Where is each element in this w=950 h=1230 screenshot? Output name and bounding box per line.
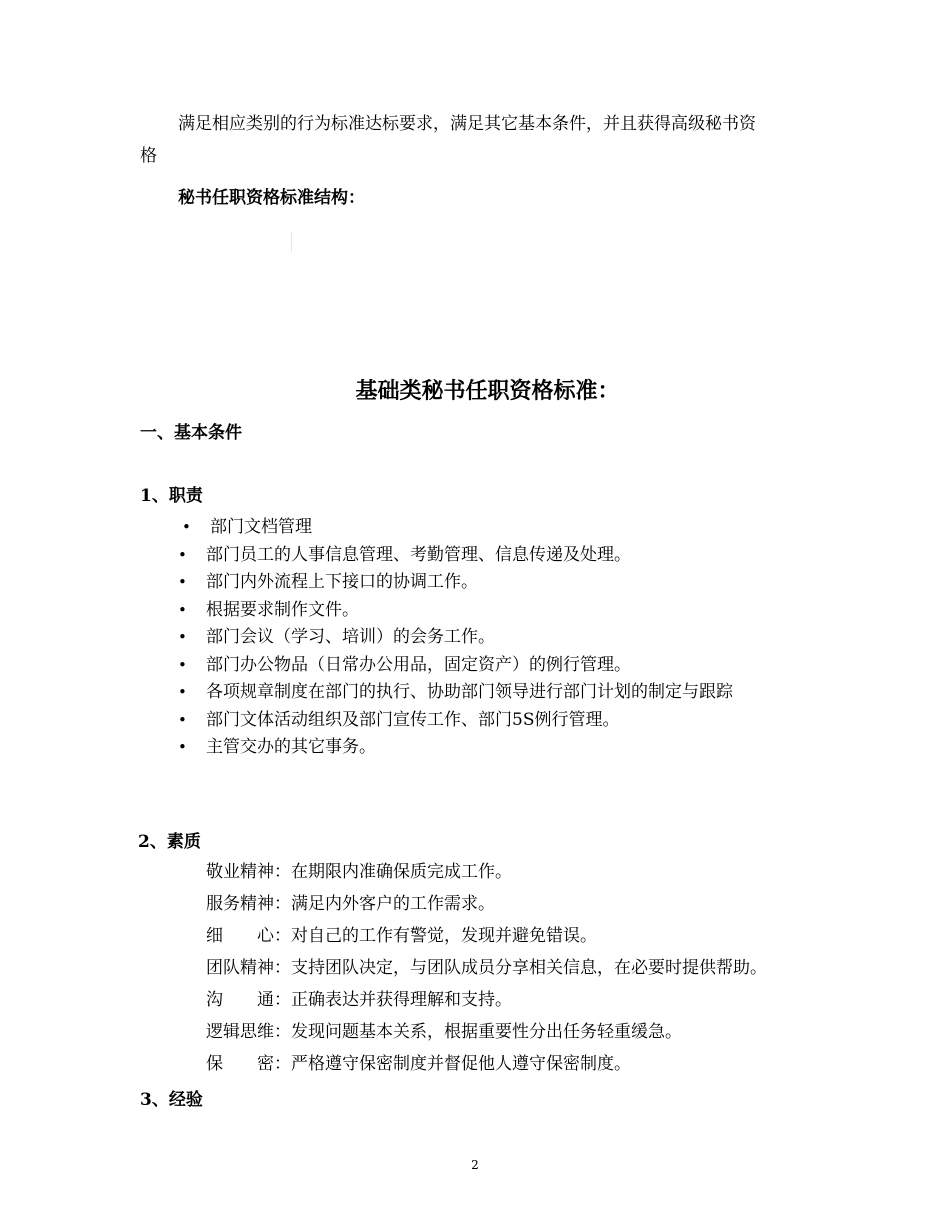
quality-label: 细 心 [206, 926, 274, 946]
list-item [174, 652, 733, 680]
list-item [206, 920, 767, 952]
list-item [206, 856, 767, 888]
quality-label: 敬业精神 [206, 862, 274, 882]
bullet-icon: • [178, 738, 187, 756]
list-item [174, 624, 733, 652]
quality-text: ：对自己的工作有警觉，发现并避免错误。 [274, 926, 597, 946]
list-item [206, 952, 767, 984]
list-item [206, 1016, 767, 1048]
subsection-heading-duties: 1、职责 [140, 486, 203, 506]
duty-text: 根据要求制作文件。 [206, 599, 359, 620]
duty-text: 部门员工的人事信息管理、考勤管理、信息传递及处理。 [206, 544, 631, 565]
duty-text: 部门文档管理 [210, 517, 312, 537]
quality-label: 团队精神 [206, 958, 274, 978]
duty-text: 部门内外流程上下接口的协调工作。 [206, 572, 478, 592]
duties-list [174, 514, 733, 762]
list-item [174, 542, 733, 570]
bullet-icon: • [178, 655, 187, 674]
quality-label: 保 密 [206, 1054, 274, 1074]
subsection-heading-experience: 3、经验 [140, 1090, 203, 1110]
section-heading-basic-conditions: 一、基本条件 [140, 423, 242, 443]
bullet-icon: • [178, 628, 187, 646]
duty-text: 主管交办的其它事务。 [206, 737, 376, 757]
bullet-icon: • [178, 683, 187, 701]
quality-text: ：严格遵守保密制度并督促他人遵守保密制度。 [274, 1054, 631, 1074]
quality-text: ：在期限内准确保质完成工作。 [274, 862, 512, 882]
page-number: 2 [471, 1158, 479, 1172]
duty-text: 各项规章制度在部门的执行、协助部门领导进行部门计划的制定与跟踪 [206, 682, 733, 702]
list-item [174, 707, 733, 735]
bullet-icon: • [178, 545, 187, 564]
list-item [206, 888, 767, 920]
bullet-icon: • [178, 600, 187, 619]
list-item [206, 984, 767, 1016]
subsection-heading-quality: 2、素质 [138, 832, 201, 852]
bullet-icon: • [178, 710, 187, 729]
duty-text: 部门会议（学习、培训）的会务工作。 [206, 627, 495, 647]
quality-list [206, 856, 767, 1080]
quality-text: ：满足内外客户的工作需求。 [274, 894, 495, 914]
quality-label: 服务精神 [206, 894, 274, 914]
list-item [206, 1048, 767, 1080]
quality-label: 逻辑思维 [206, 1022, 274, 1042]
list-item [174, 734, 733, 762]
intro-paragraph-line-1: 满足相应类别的行为标准达标要求，满足其它基本条件，并且获得高级秘书资 [178, 114, 756, 134]
bullet-icon: • [182, 518, 191, 536]
duty-text: 部门文体活动组织及部门宣传工作、部门5S例行管理。 [206, 709, 620, 730]
quality-text: ：正确表达并获得理解和支持。 [274, 990, 512, 1010]
list-item [174, 679, 733, 707]
list-item [174, 514, 733, 542]
bullet-icon: • [178, 573, 187, 591]
main-title: 基础类秘书任职资格标准： [355, 378, 620, 404]
quality-label: 沟 通 [206, 990, 274, 1010]
embedded-object-placeholder [291, 232, 292, 252]
list-item [174, 569, 733, 597]
quality-text: ：发现问题基本关系，根据重要性分出任务轻重缓急。 [274, 1022, 682, 1042]
duty-text: 部门办公物品（日常办公用品，固定资产）的例行管理。 [206, 654, 631, 675]
intro-paragraph-line-2: 格 [140, 146, 157, 166]
structure-heading: 秘书任职资格标准结构： [178, 188, 365, 208]
list-item [174, 597, 733, 625]
quality-text: ：支持团队决定，与团队成员分享相关信息，在必要时提供帮助。 [274, 958, 767, 978]
